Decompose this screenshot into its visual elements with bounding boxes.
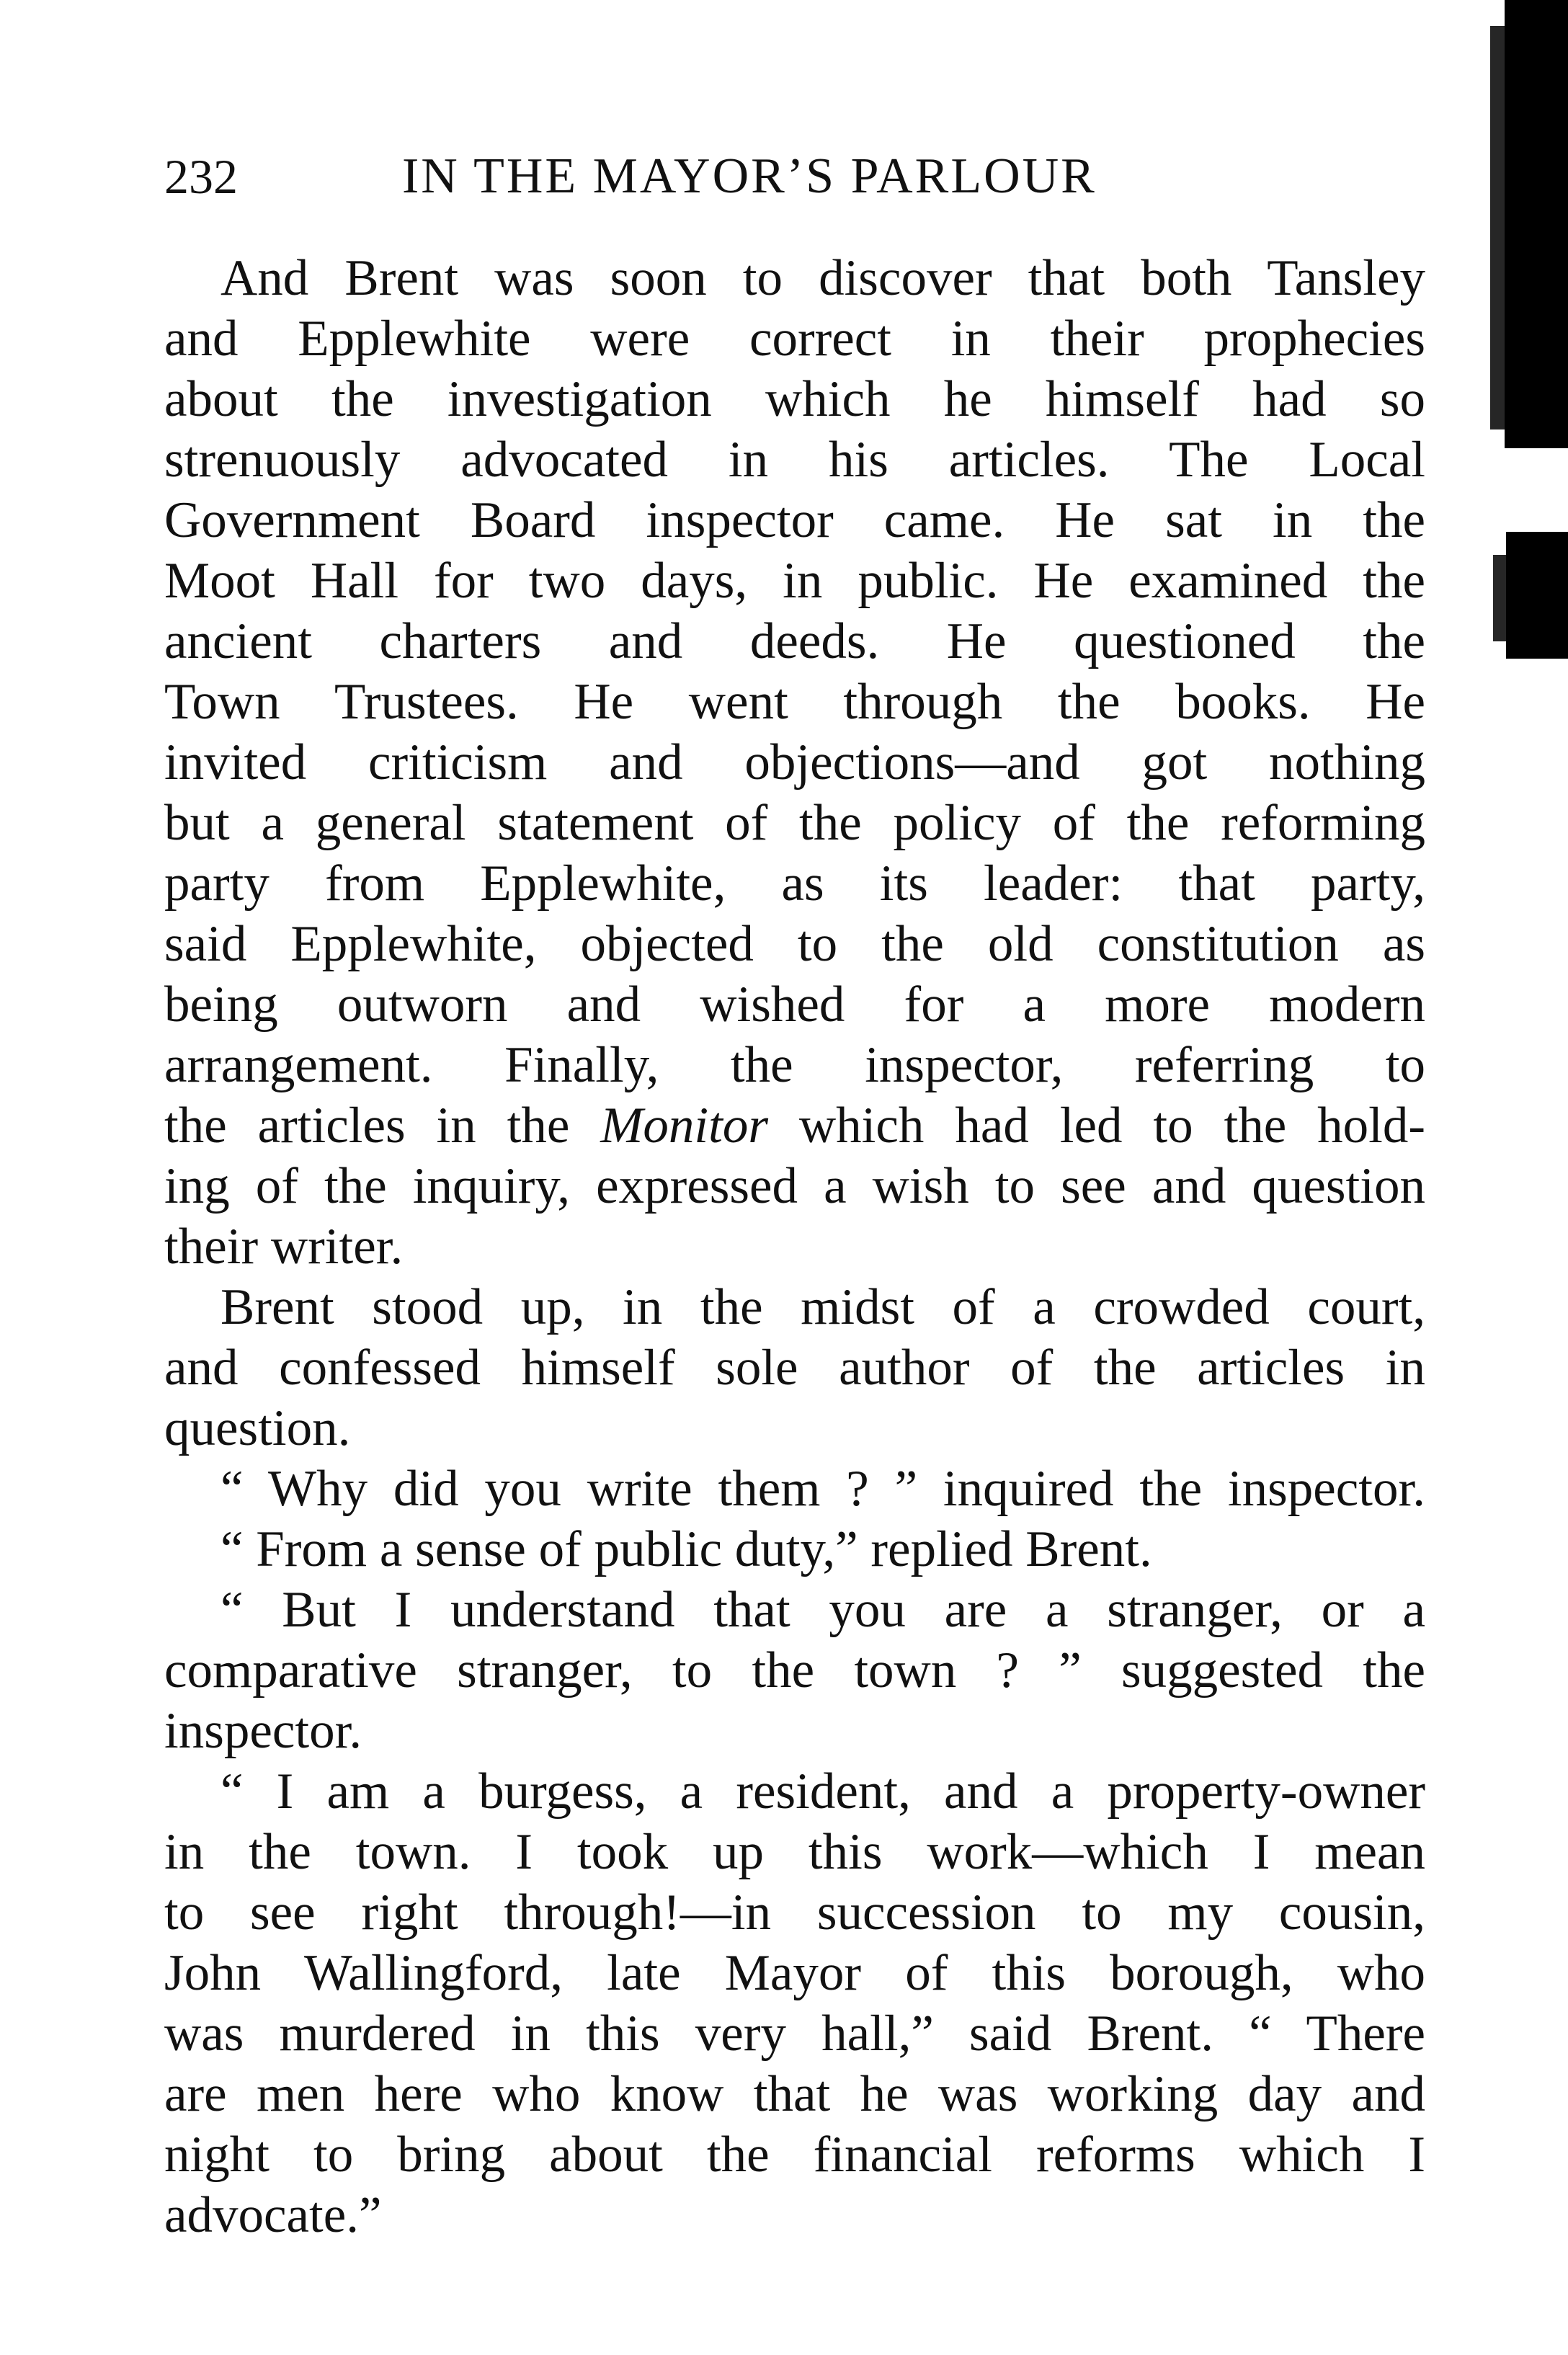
text-line: ancient charters and deeds. He questioned the bbox=[164, 613, 1425, 669]
text-line: being outworn and wished for a more modern bbox=[164, 976, 1425, 1033]
text-line: but a general statement of the policy of the reforming bbox=[164, 795, 1425, 851]
page-header bbox=[164, 144, 1425, 209]
scan-edge-mark bbox=[1505, 0, 1568, 448]
text-line: about the investigation which he himself had so bbox=[164, 371, 1425, 427]
running-title: IN THE MAYOR’S PARLOUR bbox=[402, 148, 1097, 204]
text-line: inspector. bbox=[164, 1703, 362, 1759]
text-segment: the articles in the bbox=[164, 1098, 601, 1154]
text-line: in the town. I took up this work—which I mean bbox=[164, 1824, 1425, 1880]
text-line: and confessed himself sole author of the articles in bbox=[164, 1340, 1425, 1396]
text-line: And Brent was soon to discover that both Tansley bbox=[220, 250, 1425, 306]
text-line: to see right through!—in succession to my cousin, bbox=[164, 1884, 1425, 1941]
scan-edge-mark bbox=[1490, 26, 1506, 429]
text-line: John Wallingford, late Mayor of this borough, who bbox=[164, 1945, 1425, 2001]
text-line: strenuously advocated in his articles. The Local bbox=[164, 432, 1425, 488]
text-line: “ But I understand that you are a stranger, or a bbox=[220, 1582, 1425, 1638]
text-line: are men here who know that he was working day and bbox=[164, 2066, 1425, 2122]
text-line: question. bbox=[164, 1400, 351, 1456]
text-line: “ From a sense of public duty,” replied Brent. bbox=[220, 1521, 1152, 1577]
text-line: Brent stood up, in the midst of a crowded court, bbox=[220, 1279, 1425, 1335]
text-line: party from Epplewhite, as its leader: that party, bbox=[164, 855, 1425, 912]
text-line: advocate.” bbox=[164, 2187, 382, 2243]
newspaper-title: Monitor bbox=[600, 1098, 769, 1154]
text-line: Town Trustees. He went through the books. He bbox=[164, 674, 1425, 730]
text-line: and Epplewhite were correct in their prophecies bbox=[164, 311, 1425, 367]
body-text bbox=[164, 248, 1425, 2245]
text-line: Moot Hall for two days, in public. He examined the bbox=[164, 553, 1425, 609]
text-line: invited criticism and objections—and got nothing bbox=[164, 734, 1425, 791]
text-line: “ Why did you write them ? ” inquired the inspector. bbox=[220, 1461, 1425, 1517]
text-line: said Epplewhite, objected to the old constitution as bbox=[164, 916, 1425, 972]
scan-edge-mark bbox=[1493, 555, 1507, 641]
text-line: their writer. bbox=[164, 1219, 404, 1275]
page-number: 232 bbox=[164, 149, 238, 204]
text-line bbox=[164, 1095, 1425, 1156]
text-line: night to bring about the financial reforms which I bbox=[164, 2127, 1425, 2183]
text-line: arrangement. Finally, the inspector, referring to bbox=[164, 1037, 1425, 1093]
text-line: ing of the inquiry, expressed a wish to see and question bbox=[164, 1158, 1425, 1214]
text-segment: which had led to the hold- bbox=[768, 1098, 1425, 1154]
text-line: Government Board inspector came. He sat in the bbox=[164, 492, 1425, 548]
text-line: comparative stranger, to the town ? ” suggested the bbox=[164, 1642, 1425, 1699]
scan-edge-mark bbox=[1506, 532, 1568, 659]
text-line: “ I am a burgess, a resident, and a property-owner bbox=[220, 1763, 1425, 1820]
text-line: was murdered in this very hall,” said Brent. “ There bbox=[164, 2005, 1425, 2062]
